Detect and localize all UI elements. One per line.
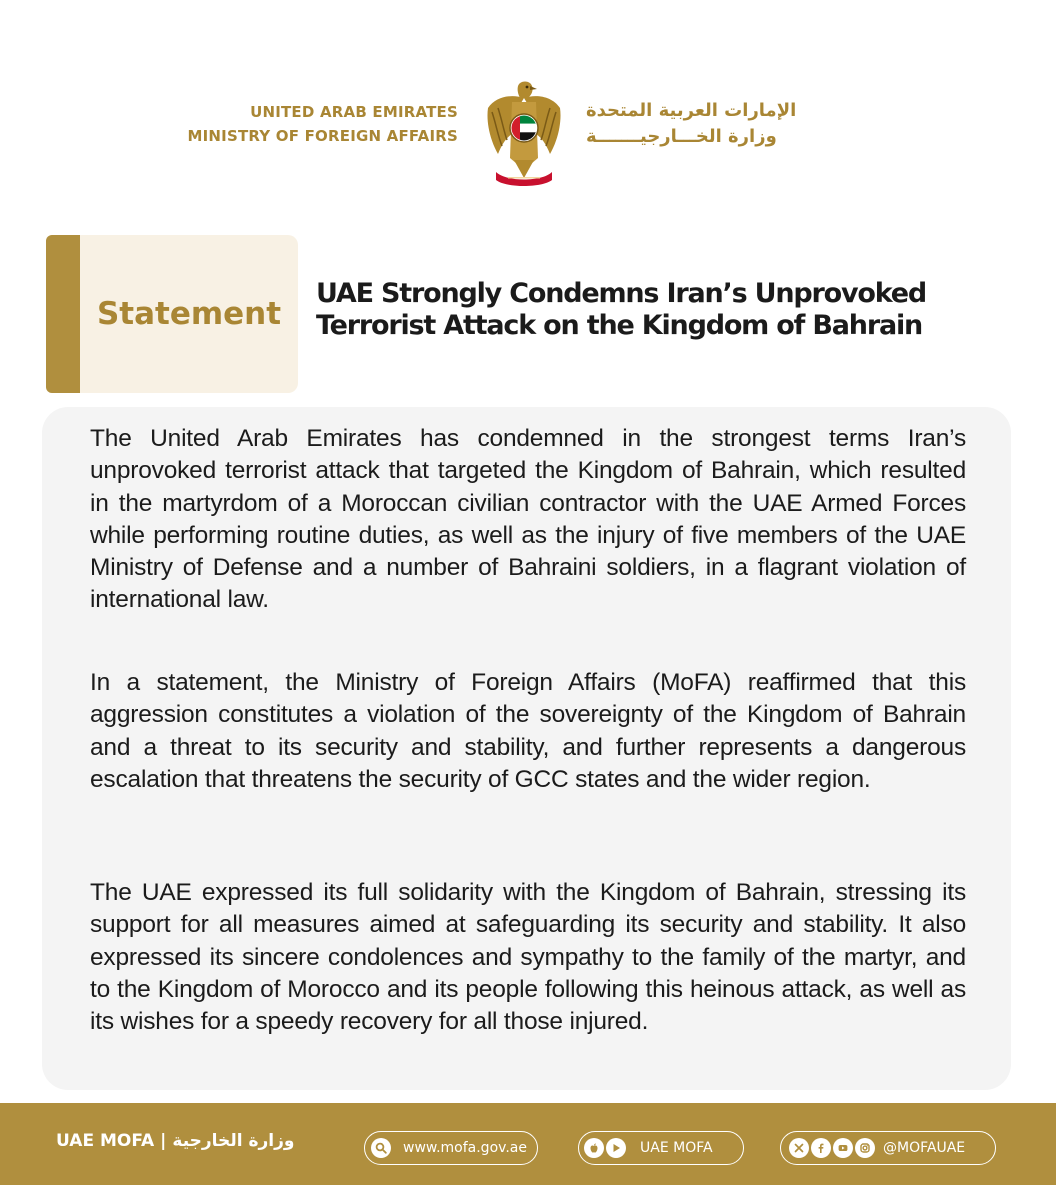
search-icon <box>371 1138 391 1158</box>
social-handle: @MOFAUAE <box>883 1140 966 1156</box>
ministry-header <box>0 78 1056 188</box>
ministry-name-arabic-line2: وزارة الخـــارجيـــــــة <box>586 126 777 147</box>
apple-icon[interactable] <box>584 1138 604 1158</box>
uae-falcon-emblem-icon <box>482 78 566 188</box>
footer-bar <box>0 1103 1056 1185</box>
ministry-name-english-line1: UNITED ARAB EMIRATES <box>250 103 458 121</box>
website-url: www.mofa.gov.ae <box>403 1140 527 1156</box>
statement-tag-label: Statement <box>96 296 282 332</box>
app-label: UAE MOFA <box>640 1140 713 1156</box>
body-paragraph-2: In a statement, the Ministry of Foreign Affairs (MoFA) reaffirmed that this aggression constitutes a violation of the sovereignty of the Kingdom of Bahrain and a threat to its security and stability, and further represents a dangerous escalation that threatens the security of GCC states and the wider region. <box>90 669 966 793</box>
headline-line1: UAE Strongly Condemns Iran’s Unprovoked <box>316 278 926 309</box>
play-store-icon[interactable] <box>606 1138 626 1158</box>
facebook-icon[interactable] <box>811 1138 831 1158</box>
body-paragraph-3: The UAE expressed its full solidarity with the Kingdom of Bahrain, stressing its support for all measures aimed at safeguarding its security and stability. It also expressed its sincere condolences and sympathy to the family of the martyr, and to the Kingdom of Morocco and its people following this heinous attack, as well as its wishes for a speedy recovery for all those injured. <box>90 879 966 1036</box>
footer-brand <box>56 1131 294 1151</box>
ministry-name-english-line2: MINISTRY OF FOREIGN AFFAIRS <box>187 127 458 145</box>
ministry-name-arabic <box>586 98 796 150</box>
footer-brand-separator: | <box>160 1131 167 1151</box>
statement-headline <box>316 278 1016 342</box>
instagram-icon[interactable] <box>855 1138 875 1158</box>
body-paragraph-1: The United Arab Emirates has condemned in the strongest terms Iran’s unprovoked terrorist attack that targeted the Kingdom of Bahrain, which resulted in the martyrdom of a Moroccan civilian contractor with the UAE Armed Forces while performing routine duties, as well as the injury of five members of the UAE Ministry of Defense and a number of Bahraini soldiers, in a flagrant violation of international law. <box>90 425 966 614</box>
statement-tag <box>46 235 298 393</box>
footer-brand-arabic: وزارة الخارجية <box>172 1131 295 1151</box>
youtube-icon[interactable] <box>833 1138 853 1158</box>
footer-brand-english: UAE MOFA <box>56 1131 155 1151</box>
statement-tag-accent-bar <box>46 235 80 393</box>
x-icon[interactable] <box>789 1138 809 1158</box>
statement-body-card <box>42 407 1011 1090</box>
ministry-name-arabic-line1: الإمارات العربية المتحدة <box>586 100 797 121</box>
ministry-name-english <box>188 100 459 148</box>
social-links[interactable] <box>780 1131 996 1165</box>
app-store-links[interactable] <box>578 1131 744 1165</box>
headline-line2: Terrorist Attack on the Kingdom of Bahrain <box>316 310 923 341</box>
website-link[interactable] <box>364 1131 538 1165</box>
